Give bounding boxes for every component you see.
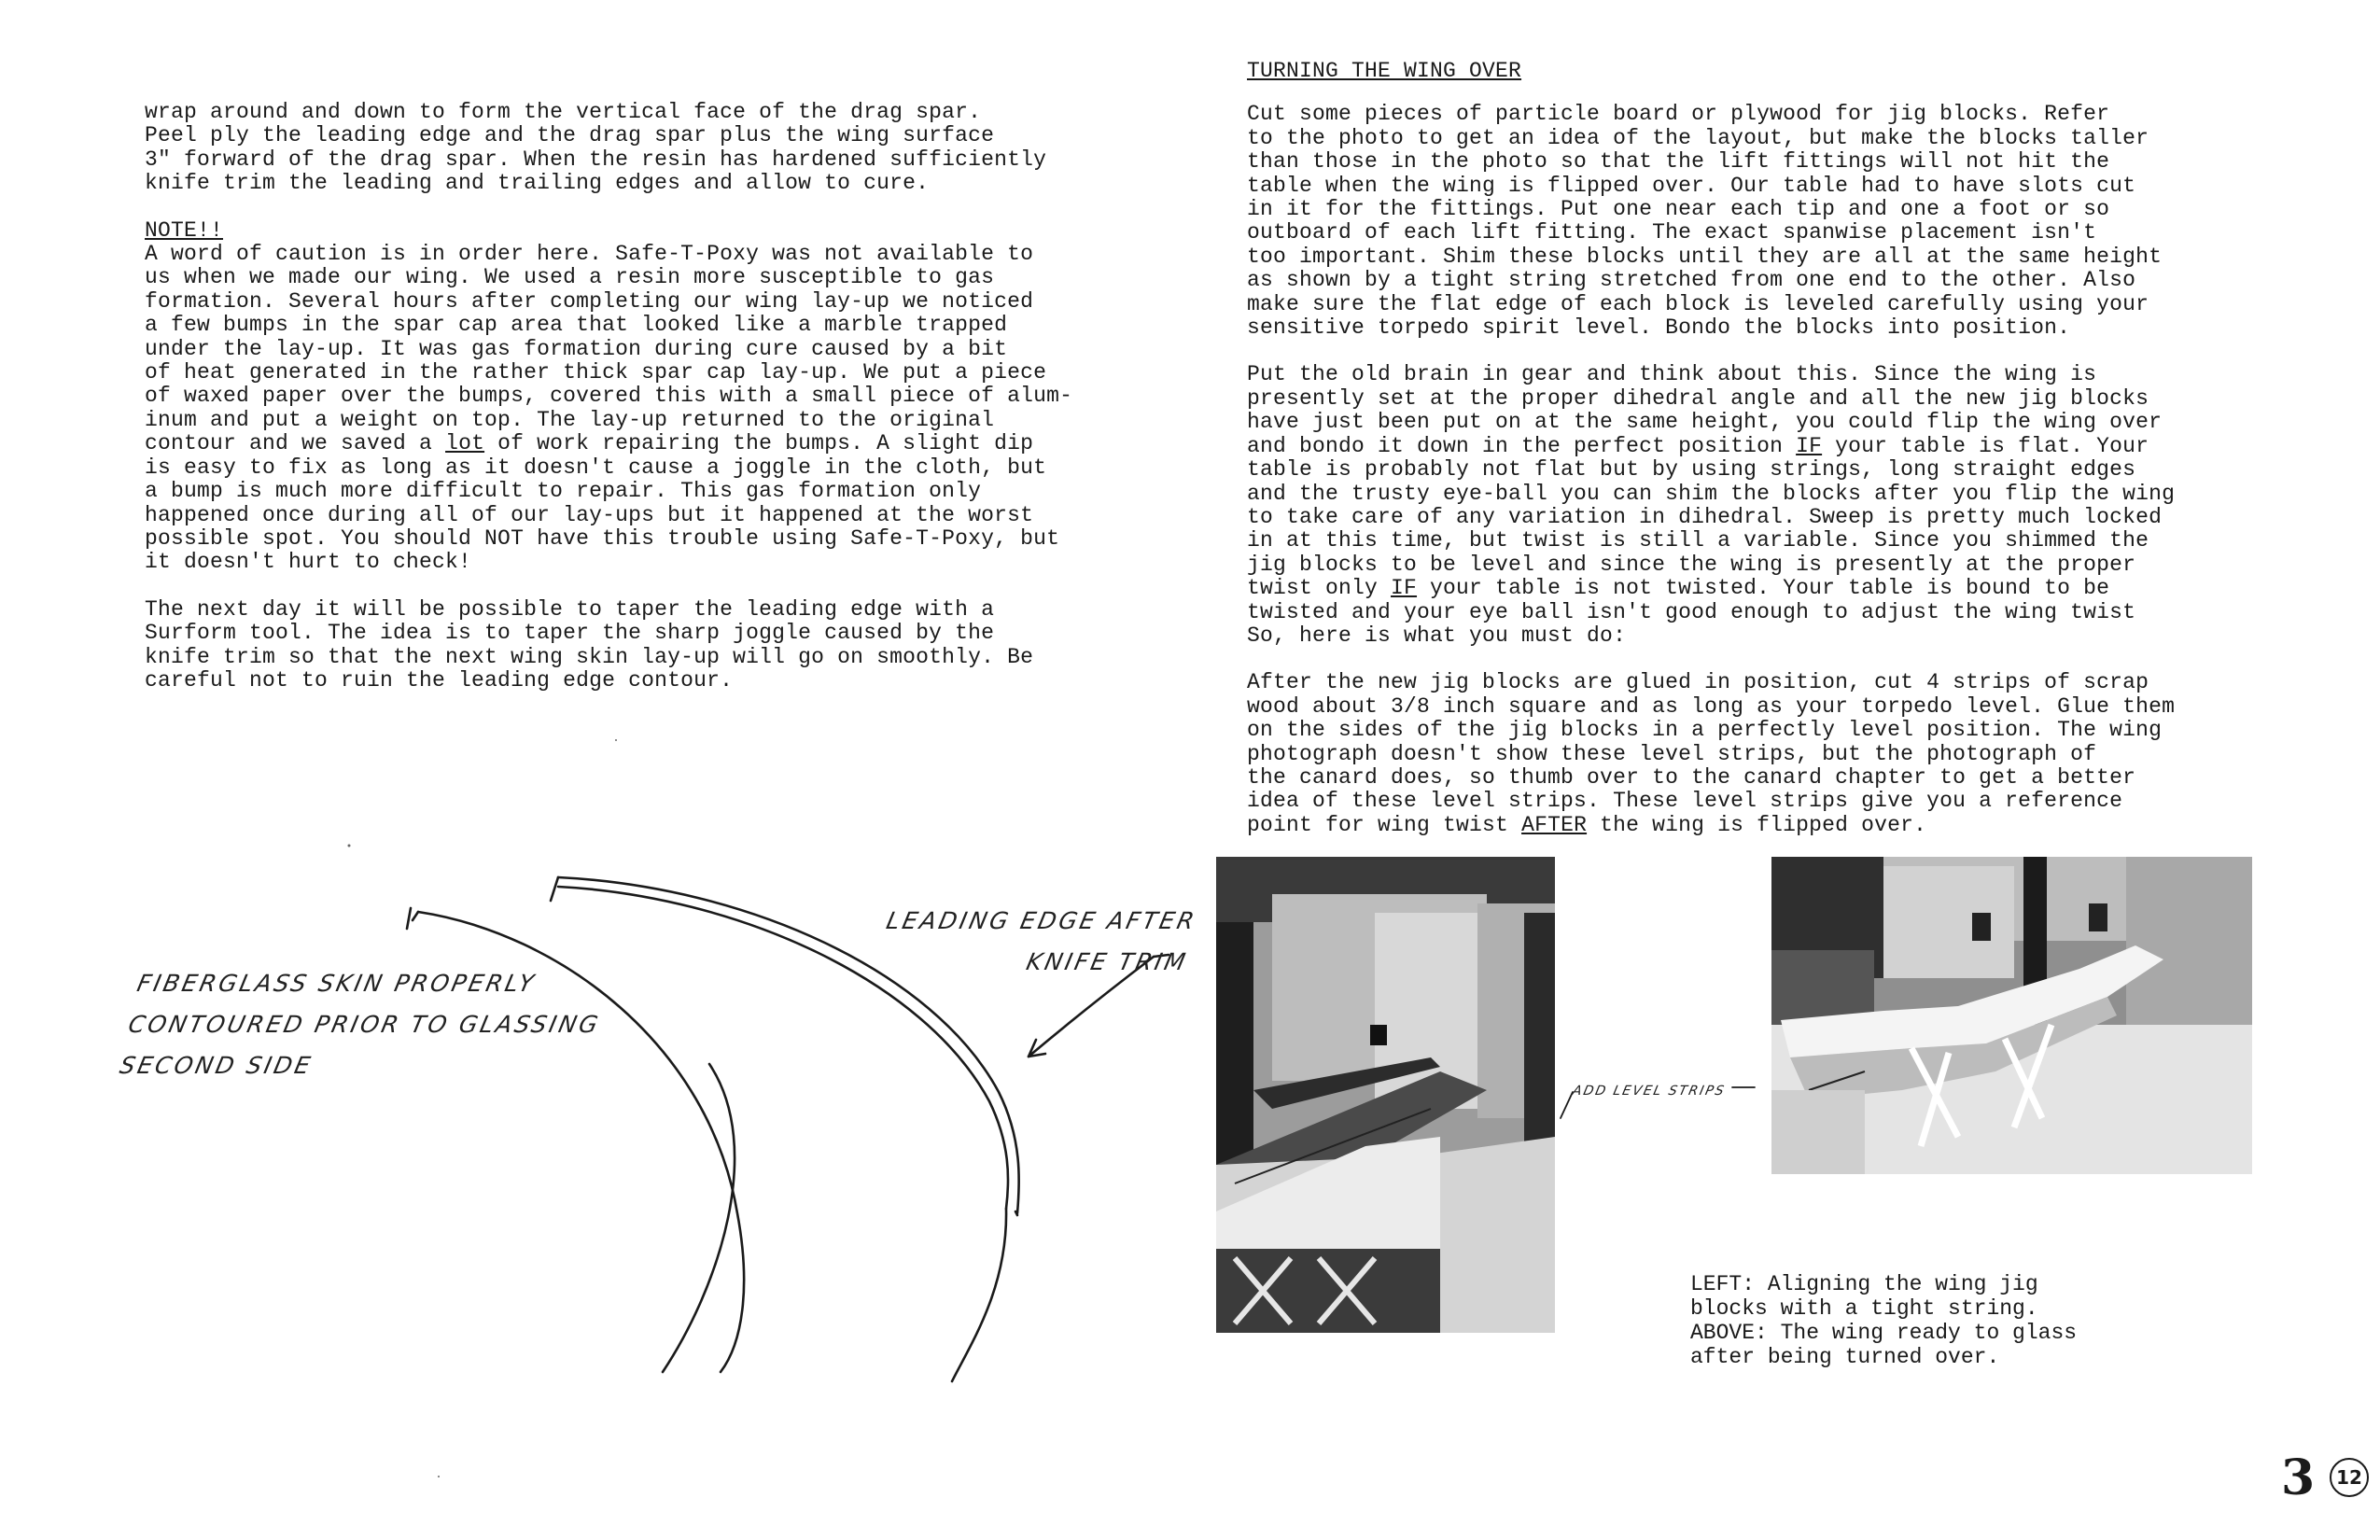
page-number: 3 xyxy=(2281,1449,2316,1506)
brain-text-b: your table is flat. Your table is probably not flat but by using strings, long straight edges and the trusty eye-ball you can shim the blocks after you flip the wing to take care of any variation in dihedral. Sweep is pretty much locked in at this time, but twist is still a variable. Since you shimmed the jig blocks to be level and since the wing is presently at the proper twist only xyxy=(1247,433,2176,601)
section-heading: TURNING THE WING OVER xyxy=(1247,59,1522,83)
outer-far-arc xyxy=(663,1064,735,1372)
paragraph-drag-spar: wrap around and down to form the vertical face of the drag spar. Peel ply the leading edge and the drag spar plus the wing surface 3" forward of the drag spar. When the resin has hardened sufficiently knife trim the leading and trailing edges and allow to cure. xyxy=(145,100,1047,196)
photo-jig-blocks-image xyxy=(1216,857,1555,1333)
fiberglass-label: FIBERGLASS SKIN PROPERLY CONTOURED PRIOR TO GLASSING SECOND SIDE xyxy=(117,970,604,1079)
inner-skin-tick xyxy=(407,908,411,929)
strips-text-a: After the new jig blocks are glued in position, cut 4 strips of scrap wood about 3/8 inch square and as long as your torpedo level. Glue them on the sides of the jig blocks in a perfectly level position. The wing photograph doesn't show these level strips, but the photograph of the canard does, so thumb over to the canard chapter to get a better idea of these level strips. These level strips give you a reference point for wing twist xyxy=(1247,670,2176,837)
inner-skin-hook xyxy=(413,912,418,920)
paragraph-surform: The next day it will be possible to taper the leading edge with a Surform tool. The idea is to taper the sharp joggle caused by the knife trim so that the next wing skin lay-up will go on smoothly. Be careful not to ruin the leading edge contour. xyxy=(145,596,1034,693)
after-emphasis: AFTER xyxy=(1521,812,1588,837)
outer-skin-hook xyxy=(551,877,558,901)
photo-wing-flipped-image xyxy=(1771,857,2252,1174)
outer-skin-lower xyxy=(952,1209,1006,1381)
strips-text-b: the wing is flipped over. xyxy=(1587,812,1927,837)
leading-edge-label: LEADING EDGE AFTER KNIFE TRIM xyxy=(884,907,1199,975)
add-level-strips-label: ADD LEVEL STRIPS xyxy=(1571,1084,1728,1099)
speck xyxy=(615,739,617,741)
outer-skin-lower-2 xyxy=(1015,1211,1017,1215)
speck xyxy=(348,845,351,847)
photo-wing-flipped xyxy=(1771,857,2252,1174)
note-heading: NOTE!! xyxy=(145,217,224,243)
photo-caption: LEFT: Aligning the wing jig blocks with a tight string. ABOVE: The wing ready to glass after being turned over. xyxy=(1690,1272,2078,1369)
caution-text-b: of work repairing the bumps. A slight dip is easy to fix as long as it doesn't cause a joggle in the cloth, but a bump is much more difficult to repair. This gas formation only happened once during all of our lay-ups but it happened at the worst possible spot. You should NOT have this trouble using Safe-T-Poxy, but it doesn't hurt to check! xyxy=(145,431,1060,575)
caution-text-a: A word of caution is in order here. Safe-T-Poxy was not available to us when we made our wing. We used a resin more susceptible to gas formation. Several hours after completing our wing lay-up we noticed a few bumps in the spar cap area that looked like a marble trapped under the lay-up. It was gas formation during cure caused by a bit of heat generated in the rather thick spar cap lay-up. We put a piece of waxed paper over the bumps, covered this with a small piece of alum- inum and put a weight on top. The lay-up returned to the original contour and we saved a xyxy=(145,242,1073,456)
speck xyxy=(438,1476,440,1477)
brain-text-a: Put the old brain in gear and think about this. Since the wing is presently set at the proper dihedral angle and all the new jig blocks have just been put on at the same height, you could flip the wing over and bondo it down in the perfect position xyxy=(1247,362,2163,458)
if-emphasis-2: IF xyxy=(1391,576,1418,601)
if-emphasis-1: IF xyxy=(1796,433,1823,458)
photo-jig-blocks xyxy=(1216,857,1555,1333)
lot-emphasis: lot xyxy=(445,431,485,456)
brain-text-c: your table is not twisted. Your table is bound to be twisted and your eye ball isn't good enough to adjust the wing twist So, here is what you must do: xyxy=(1247,576,2136,648)
paragraph-jig-blocks: Cut some pieces of particle board or plywood for jig blocks. Refer to the photo to get an idea of the layout, but make the blocks taller than those in the photo so that the lift fittings will not hit the table when the wing is flipped over. Our table had to have slots cut in it for the fittings. Put one near each tip and one a foot or so outboard of each lift fitting. The exact spanwise placement isn't too important. Shim these blocks until they are all at the same height as shown by a tight string stretched from one end to the other. Also make sure the flat edge of each block is leveled carefully using your sensitive torpedo spirit level. Bondo the blocks into position. xyxy=(1247,102,2163,341)
chapter-number: 12 xyxy=(2330,1458,2369,1497)
